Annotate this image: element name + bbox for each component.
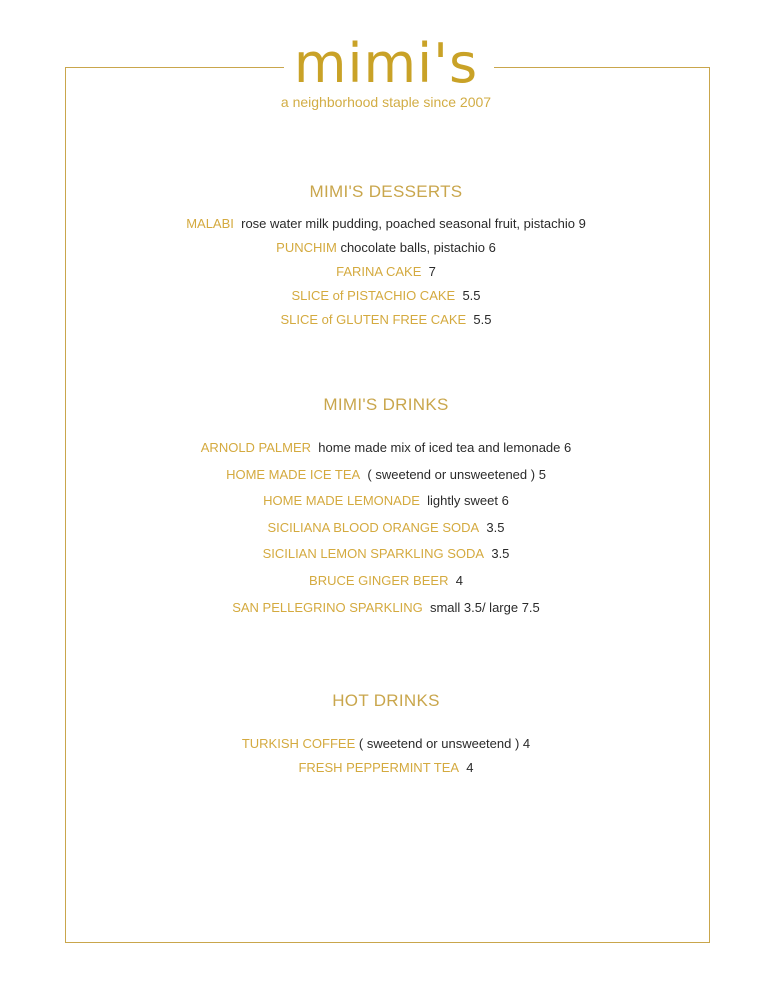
item-description: ( sweetend or unsweetend ) 4	[358, 736, 531, 751]
item-name: PUNCHIM	[276, 240, 337, 255]
menu-item	[0, 439, 772, 457]
item-description: 7	[428, 264, 436, 279]
menu-item	[0, 759, 772, 777]
tagline: a neighborhood staple since 2007	[280, 94, 492, 110]
item-description: 4	[455, 573, 463, 588]
item-description: lightly sweet 6	[427, 493, 509, 508]
menu-item	[0, 599, 772, 617]
item-name: FARINA CAKE	[336, 264, 422, 279]
menu-item	[0, 519, 772, 537]
item-description: ( sweetend or unsweetened ) 5	[367, 467, 546, 482]
item-name: FRESH PEPPERMINT TEA	[298, 760, 460, 775]
menu-item	[0, 492, 772, 510]
item-name: BRUCE GINGER BEER	[309, 573, 449, 588]
item-name: SLICE of PISTACHIO CAKE	[291, 288, 456, 303]
menu-item	[0, 735, 772, 753]
menu-item	[0, 466, 772, 484]
item-name: MALABI	[186, 216, 234, 231]
item-description: home made mix of iced tea and lemonade 6	[318, 440, 572, 455]
item-name: SAN PELLEGRINO SPARKLING	[232, 600, 423, 615]
item-name: HOME MADE LEMONADE	[263, 493, 420, 508]
section-title-hot-drinks: HOT DRINKS	[332, 691, 440, 710]
item-description: chocolate balls, pistachio 6	[340, 240, 496, 255]
menu-item	[0, 572, 772, 590]
menu-item	[0, 287, 772, 305]
item-name: ARNOLD PALMER	[200, 440, 312, 455]
item-name: SLICE of GLUTEN FREE CAKE	[280, 312, 467, 327]
item-name: HOME MADE ICE TEA	[226, 467, 361, 482]
item-description: 3.5	[486, 520, 505, 535]
menu-item	[0, 215, 772, 233]
section-title-desserts: MIMI'S DESSERTS	[309, 182, 463, 201]
section-title-drinks: MIMI'S DRINKS	[323, 395, 449, 414]
item-name: SICILIANA BLOOD ORANGE SODA	[267, 520, 480, 535]
item-description: rose water milk pudding, poached seasonal fruit, pistachio 9	[241, 216, 586, 231]
menu-item	[0, 239, 772, 257]
item-description: 3.5	[491, 546, 510, 561]
item-name: SICILIAN LEMON SPARKLING SODA	[262, 546, 485, 561]
menu-item	[0, 311, 772, 329]
item-description: 5.5	[462, 288, 481, 303]
menu-item	[0, 545, 772, 563]
item-description: 5.5	[473, 312, 492, 327]
item-description: 4	[466, 760, 474, 775]
item-name: TURKISH COFFEE	[241, 736, 356, 751]
item-description: small 3.5/ large 7.5	[429, 600, 540, 615]
restaurant-logo: mimi's	[293, 32, 479, 95]
menu-item	[0, 263, 772, 281]
